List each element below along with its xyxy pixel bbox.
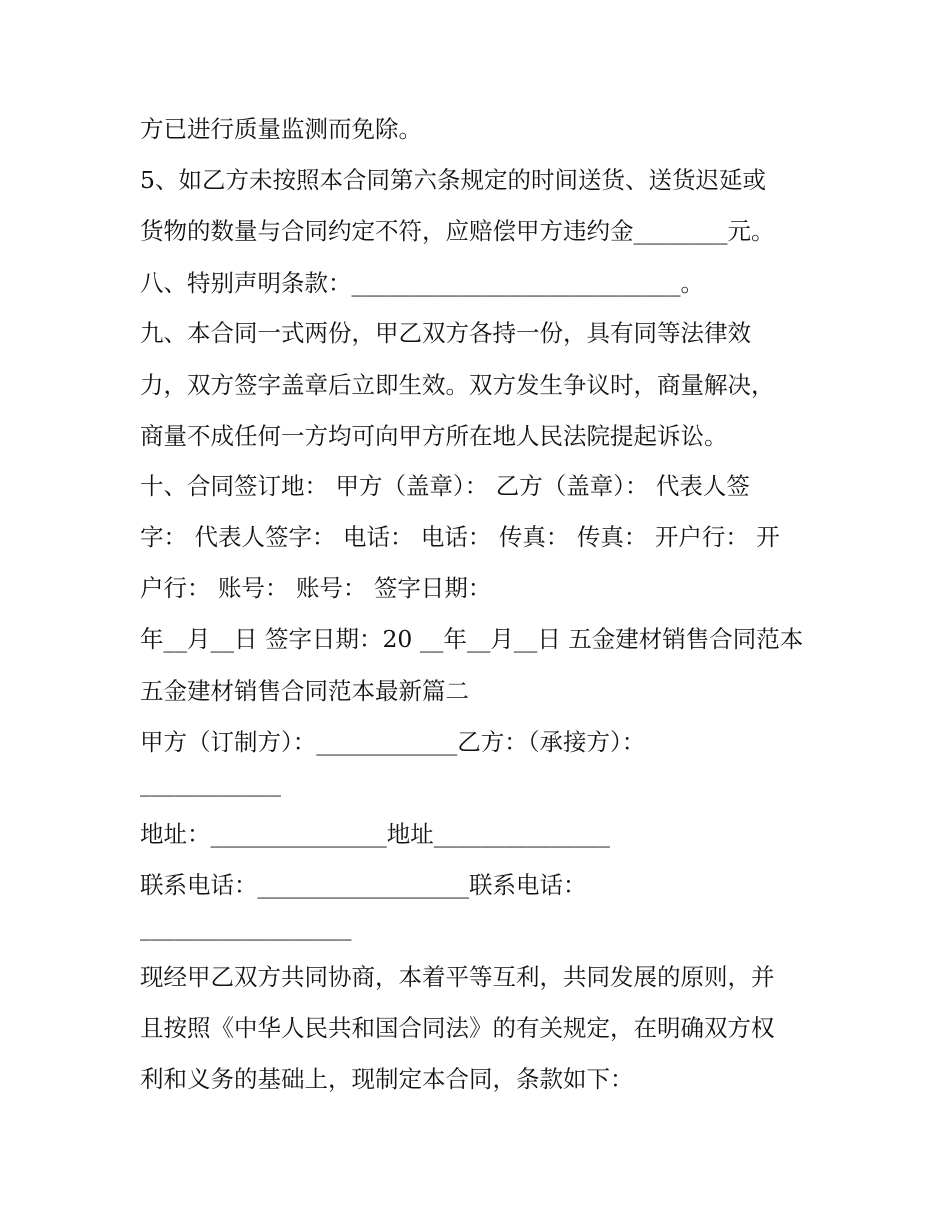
- text-line: 五金建材销售合同范本最新篇二: [140, 677, 469, 705]
- text-line: 商量不成任何一方均可向甲方所在地人民法院提起诉讼。: [140, 422, 728, 450]
- text-line: 现经甲乙双方共同协商，本着平等互利，共同发展的原则，并: [140, 963, 775, 991]
- text-line: 十、合同签订地： 甲方（盖章）： 乙方（盖章）： 代表人签: [140, 472, 750, 500]
- text-line: 八、特别声明条款：____________________________。: [140, 269, 704, 297]
- text-line: 联系电话：__________________联系电话：: [140, 871, 587, 899]
- text-line: __________________: [140, 913, 352, 941]
- text-line: 方已进行质量监测而免除。: [140, 115, 422, 143]
- text-line: 力，双方签字盖章后立即生效。双方发生争议时，商量解决，: [140, 371, 775, 399]
- text-line: 九、本合同一式两份，甲乙双方各持一份，具有同等法律效: [140, 319, 751, 347]
- text-line: 甲方（订制方）：____________乙方：（承接方）：: [140, 728, 646, 756]
- text-line: 年__月__日 签字日期：20 __年__月__日 五金建材销售合同范本: [140, 625, 804, 653]
- text-line: 地址：_______________地址_______________: [140, 820, 610, 848]
- text-line: 货物的数量与合同约定不符，应赔偿甲方违约金________元。: [140, 217, 775, 245]
- text-line: 利和义务的基础上，现制定本合同，条款如下：: [140, 1065, 634, 1093]
- text-line: 字： 代表人签字： 电话： 电话： 传真： 传真： 开户行： 开: [140, 523, 780, 551]
- text-line: 5、如乙方未按照本合同第六条规定的时间送货、送货迟延或: [140, 166, 766, 194]
- text-line: 且按照《中华人民共和国合同法》的有关规定，在明确双方权: [140, 1014, 775, 1042]
- text-line: 户行： 账号： 账号： 签字日期：: [140, 574, 492, 602]
- text-line: ____________: [140, 769, 281, 797]
